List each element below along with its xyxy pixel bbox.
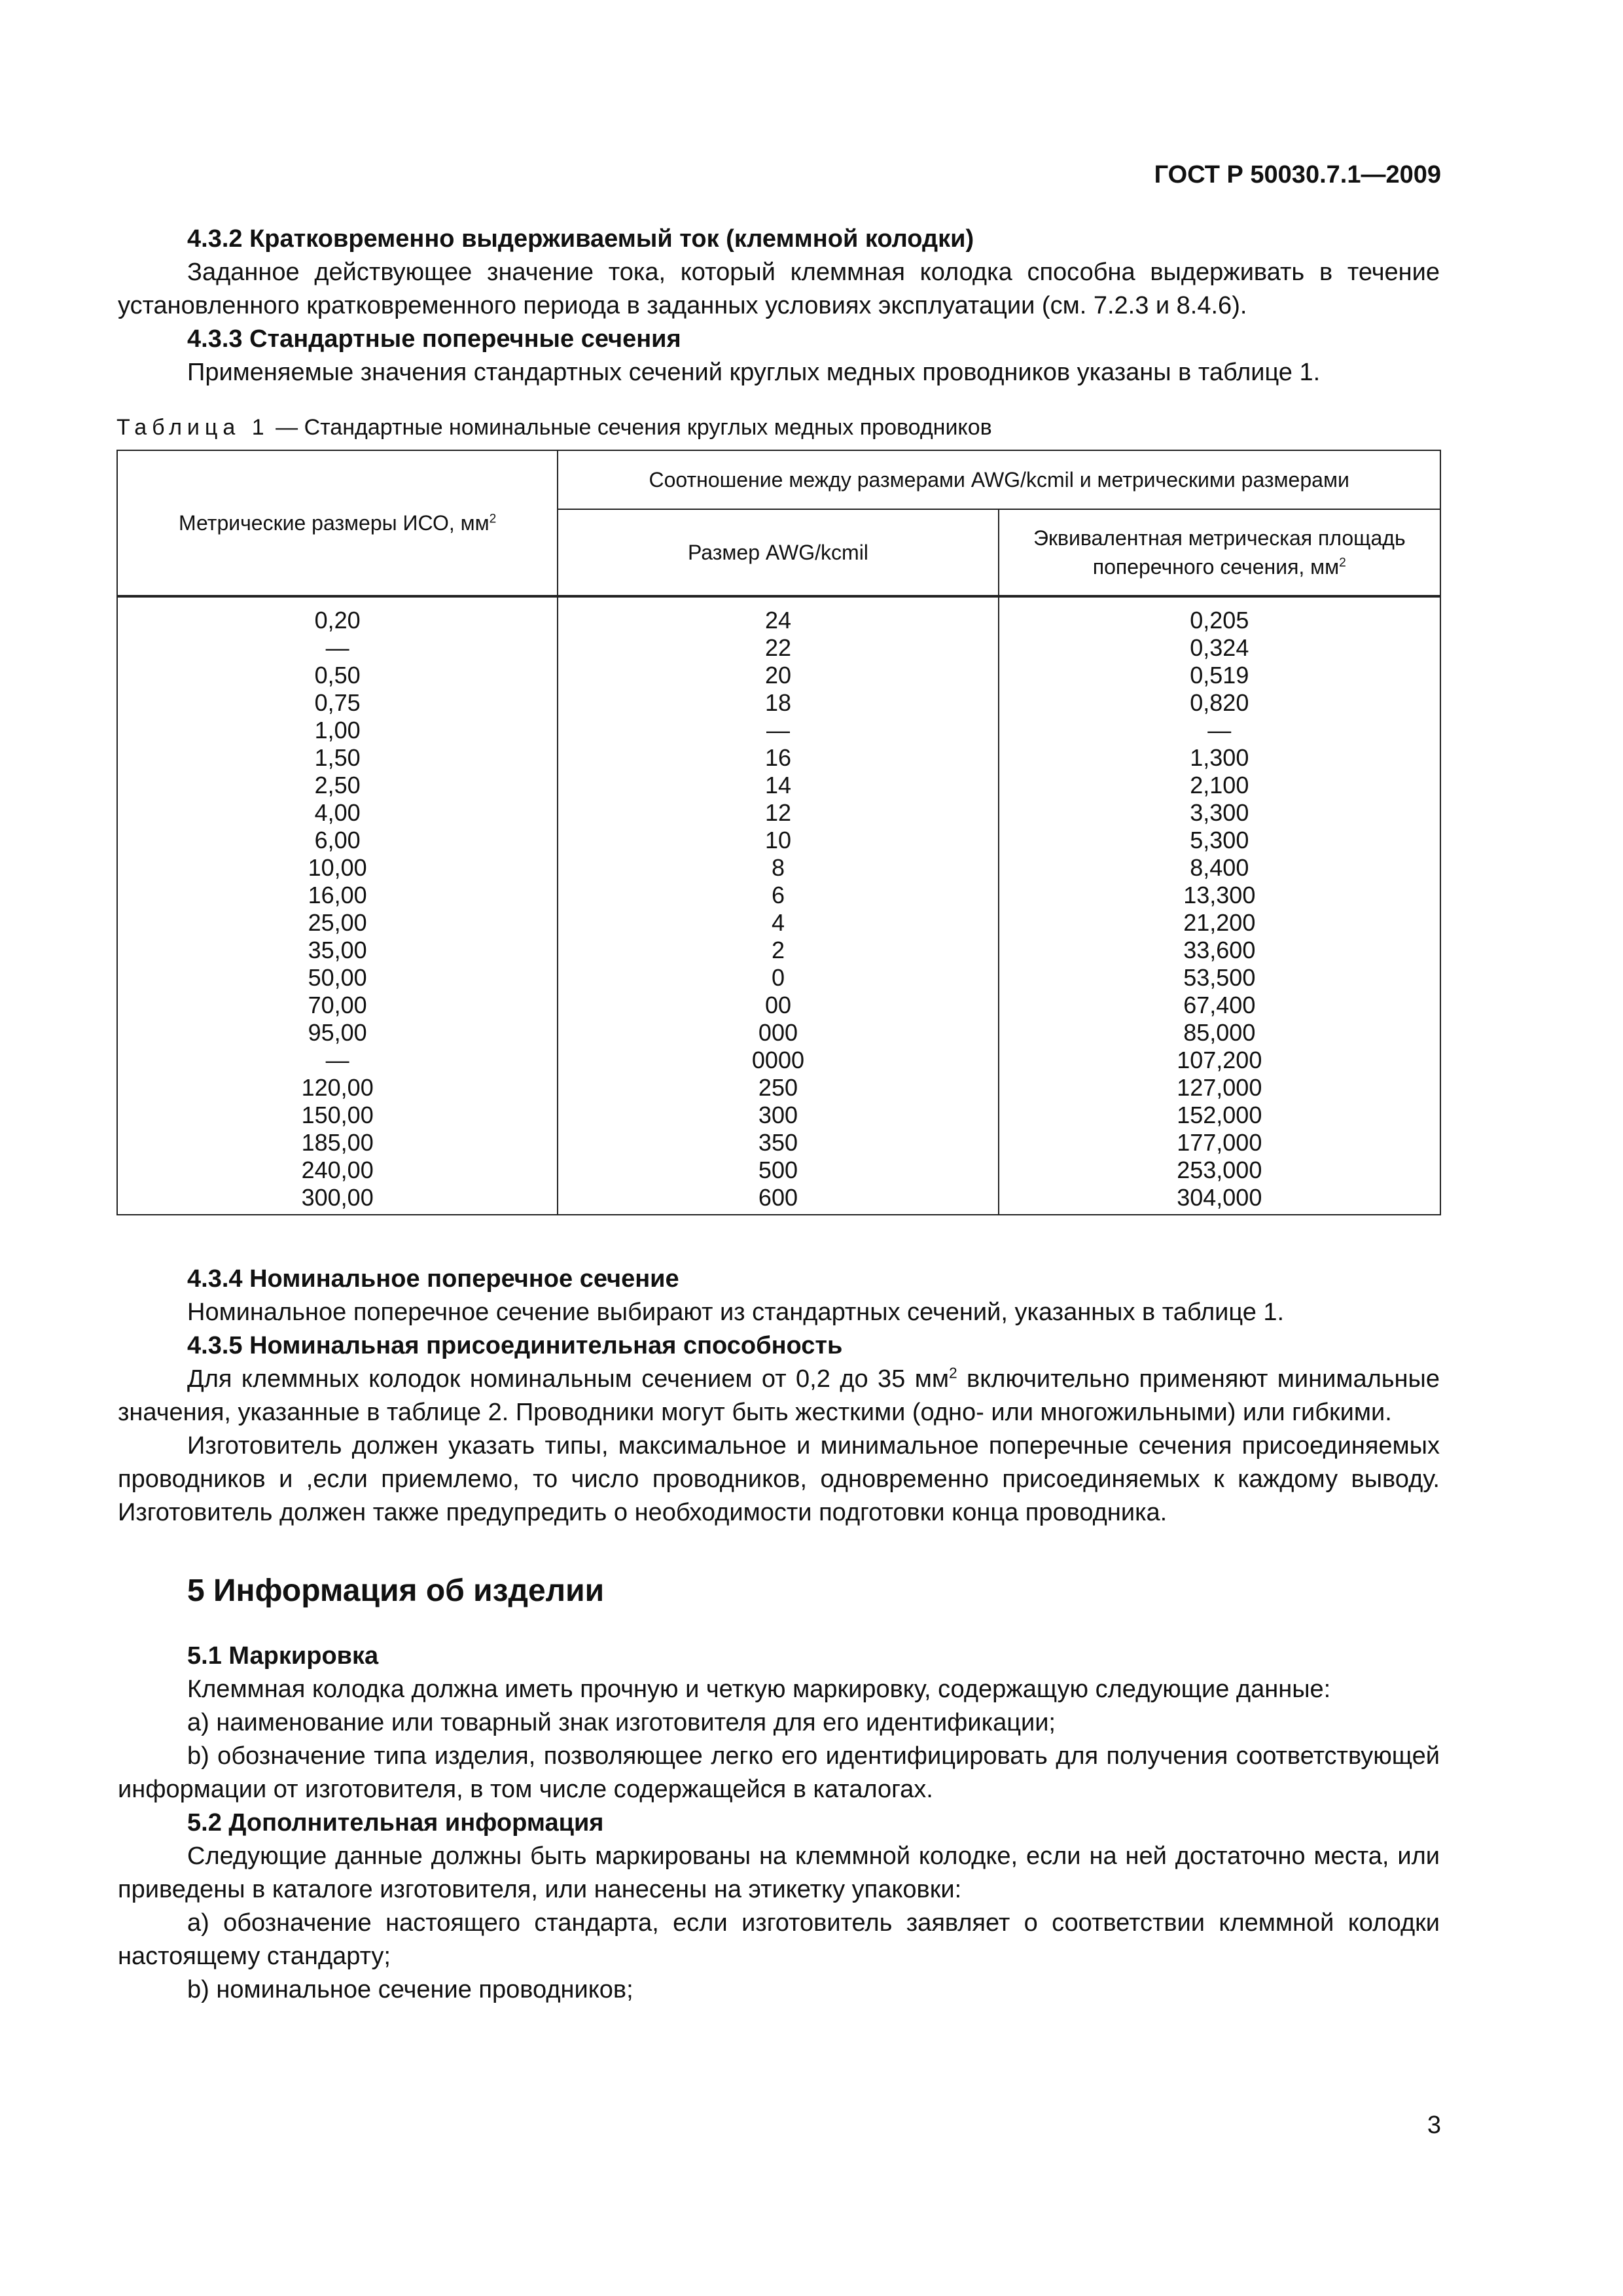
cell-equivalent-area: 13,300 (999, 882, 1440, 909)
cell-awg: 20 (558, 662, 998, 689)
section-5-1-item-b: b) обозначение типа изделия, позволяющее легко его идентифицировать для получения соответствующей информации от изготовителя, в том числе содержащейся в каталогах. (118, 1742, 1440, 1803)
cell-awg: 0 (558, 964, 998, 992)
cell-metric-iso: 70,00 (117, 992, 558, 1019)
cell-metric-iso: 0,20 (117, 596, 558, 634)
cell-equivalent-area: 0,820 (999, 689, 1440, 717)
page-number: 3 (1427, 2111, 1441, 2139)
cell-metric-iso: 185,00 (117, 1129, 558, 1157)
cell-equivalent-area: 5,300 (999, 827, 1440, 854)
cell-metric-iso: 95,00 (117, 1019, 558, 1047)
cell-awg: 12 (558, 799, 998, 827)
cell-equivalent-area: 85,000 (999, 1019, 1440, 1047)
section-5-1-title: 5.1 Маркировка (187, 1642, 379, 1670)
cell-equivalent-area: 1,300 (999, 744, 1440, 772)
cell-awg: 500 (558, 1157, 998, 1184)
cell-awg: 24 (558, 596, 998, 634)
cell-awg: 18 (558, 689, 998, 717)
cell-awg: 8 (558, 854, 998, 882)
cell-metric-iso: 6,00 (117, 827, 558, 854)
table-row (117, 937, 1440, 964)
table-row (117, 992, 1440, 1019)
cell-awg: 14 (558, 772, 998, 799)
cell-metric-iso: 0,75 (117, 689, 558, 717)
table-row (117, 1157, 1440, 1184)
section-4-3-4-title: 4.3.4 Номинальное поперечное сечение (187, 1265, 679, 1293)
section-4-3-3-text: Применяемые значения стандартных сечений круглых медных проводников указаны в таблице 1. (187, 359, 1321, 386)
table-row (117, 1102, 1440, 1129)
section-5-2-title: 5.2 Дополнительная информация (187, 1809, 604, 1837)
cell-awg: 250 (558, 1074, 998, 1102)
section-4-3-5-text-2: Изготовитель должен указать типы, максимальное и минимальное поперечные сечения присоединяемых проводников и ,если приемлемо, то число проводников, одновременно присоединяемых к каждому выводу. Изготовитель должен также предупредить о необходимости подготовки конца проводника. (118, 1432, 1440, 1526)
table-row (117, 634, 1440, 662)
section-5-2-item-a: а) обозначение настоящего стандарта, если изготовитель заявляет о соответствии клеммной колодки настоящему стандарту; (118, 1909, 1440, 1970)
section-5-1-item-a: а) наименование или товарный знак изготовителя для его идентификации; (187, 1709, 1056, 1736)
cell-equivalent-area: 127,000 (999, 1074, 1440, 1102)
cell-equivalent-area: 0,324 (999, 634, 1440, 662)
table-row (117, 799, 1440, 827)
cell-metric-iso: 300,00 (117, 1184, 558, 1215)
table-row (117, 744, 1440, 772)
cell-metric-iso: 1,00 (117, 717, 558, 744)
page-content (118, 223, 1440, 2007)
section-4-3-4-text: Номинальное поперечное сечение выбирают из стандартных сечений, указанных в таблице 1. (187, 1299, 1285, 1326)
cell-awg: 4 (558, 909, 998, 937)
table-1-caption (116, 413, 1440, 442)
cell-metric-iso: 4,00 (117, 799, 558, 827)
table-row (117, 1184, 1440, 1215)
cell-metric-iso: 35,00 (117, 937, 558, 964)
table-row (117, 1019, 1440, 1047)
table-1-body (117, 596, 1440, 1215)
cell-awg: 2 (558, 937, 998, 964)
table-row (117, 827, 1440, 854)
document-id: ГОСТ Р 50030.7.1—2009 (1154, 161, 1441, 188)
cell-equivalent-area: 177,000 (999, 1129, 1440, 1157)
section-4-3-3-title: 4.3.3 Стандартные поперечные сечения (187, 325, 681, 353)
cell-awg: 00 (558, 992, 998, 1019)
cell-equivalent-area: 67,400 (999, 992, 1440, 1019)
section-5-1-text: Клеммная колодка должна иметь прочную и четкую маркировку, содержащую следующие данные: (187, 1676, 1331, 1703)
table-row (117, 964, 1440, 992)
section-4-3-2-text: Заданное действующее значение тока, который клеммная колодка способна выдерживать в течение установленного кратковременного периода в заданных условиях эксплуатации (см. 7.2.3 и 8.4.6). (118, 259, 1440, 319)
cell-metric-iso: — (117, 634, 558, 662)
col-header-awg: Размер AWG/kcmil (558, 509, 998, 596)
cell-metric-iso: 16,00 (117, 882, 558, 909)
cell-awg: 0000 (558, 1047, 998, 1074)
section-4-3-2-title: 4.3.2 Кратковременно выдерживаемый ток (клеммной колодки) (187, 225, 974, 253)
table-row (117, 882, 1440, 909)
cell-awg: 350 (558, 1129, 998, 1157)
cell-metric-iso: 0,50 (117, 662, 558, 689)
col-header-metric-iso: Метрические размеры ИСО, $мм^2$ (117, 450, 558, 596)
cell-equivalent-area: 33,600 (999, 937, 1440, 964)
cell-metric-iso: 240,00 (117, 1157, 558, 1184)
cell-metric-iso: 120,00 (117, 1074, 558, 1102)
cell-awg: 000 (558, 1019, 998, 1047)
section-5-2-text: Следующие данные должны быть маркированы на клеммной колодке, если на ней достаточно места, или приведены в каталоге изготовителя, или нанесены на этикетку упаковки: (118, 1842, 1440, 1903)
cell-awg: 600 (558, 1184, 998, 1215)
cell-equivalent-area: 0,519 (999, 662, 1440, 689)
table-row (117, 1129, 1440, 1157)
cell-equivalent-area: 3,300 (999, 799, 1440, 827)
table-row (117, 662, 1440, 689)
table-row (117, 717, 1440, 744)
table-row (117, 689, 1440, 717)
cell-metric-iso: 50,00 (117, 964, 558, 992)
cell-metric-iso: 1,50 (117, 744, 558, 772)
cell-equivalent-area: — (999, 717, 1440, 744)
cell-equivalent-area: 53,500 (999, 964, 1440, 992)
col-group-header: Соотношение между размерами AWG/kcmil и метрическими размерами (558, 450, 1440, 509)
table-row (117, 1074, 1440, 1102)
cell-equivalent-area: 304,000 (999, 1184, 1440, 1215)
after-table-content (118, 1263, 1440, 2007)
cell-equivalent-area: 2,100 (999, 772, 1440, 799)
cell-equivalent-area: 253,000 (999, 1157, 1440, 1184)
cell-equivalent-area: 0,205 (999, 596, 1440, 634)
section-4-3-5-text-1: Для клеммных колодок номинальным сечением от 0,2 до 35 $мм^2$ включительно применяют минимальные значения, указанные в таблице 2. Проводники могут быть жесткими (одно- или многожильными) или гибкими. (118, 1364, 1440, 1426)
cell-metric-iso: 25,00 (117, 909, 558, 937)
cell-metric-iso: 10,00 (117, 854, 558, 882)
table-row (117, 596, 1440, 634)
table-row (117, 772, 1440, 799)
cell-equivalent-area: 107,200 (999, 1047, 1440, 1074)
table-row (117, 854, 1440, 882)
col-header-equivalent-area: Эквивалентная метрическая площадь поперечного сечения, $мм^2$ (999, 509, 1440, 596)
cell-awg: — (558, 717, 998, 744)
cell-metric-iso: 150,00 (117, 1102, 558, 1129)
cell-awg: 6 (558, 882, 998, 909)
cell-awg: 10 (558, 827, 998, 854)
cell-awg: 16 (558, 744, 998, 772)
table-1-caption-text: — Стандартные номинальные сечения круглых медных проводников (269, 415, 992, 440)
section-5-title: 5 Информация об изделии (187, 1573, 605, 1608)
section-5-2-item-b: b) номинальное сечение проводников; (187, 1976, 633, 2003)
cell-equivalent-area: 152,000 (999, 1102, 1440, 1129)
section-4-3-5-title: 4.3.5 Номинальная присоединительная способность (187, 1332, 843, 1359)
table-row (117, 909, 1440, 937)
cell-equivalent-area: 21,200 (999, 909, 1440, 937)
cell-equivalent-area: 8,400 (999, 854, 1440, 882)
cell-awg: 300 (558, 1102, 998, 1129)
table-1 (116, 450, 1441, 1215)
cell-awg: 22 (558, 634, 998, 662)
cell-metric-iso: — (117, 1047, 558, 1074)
cell-metric-iso: 2,50 (117, 772, 558, 799)
table-row (117, 1047, 1440, 1074)
table-1-caption-label: Таблица 1 (116, 415, 270, 440)
